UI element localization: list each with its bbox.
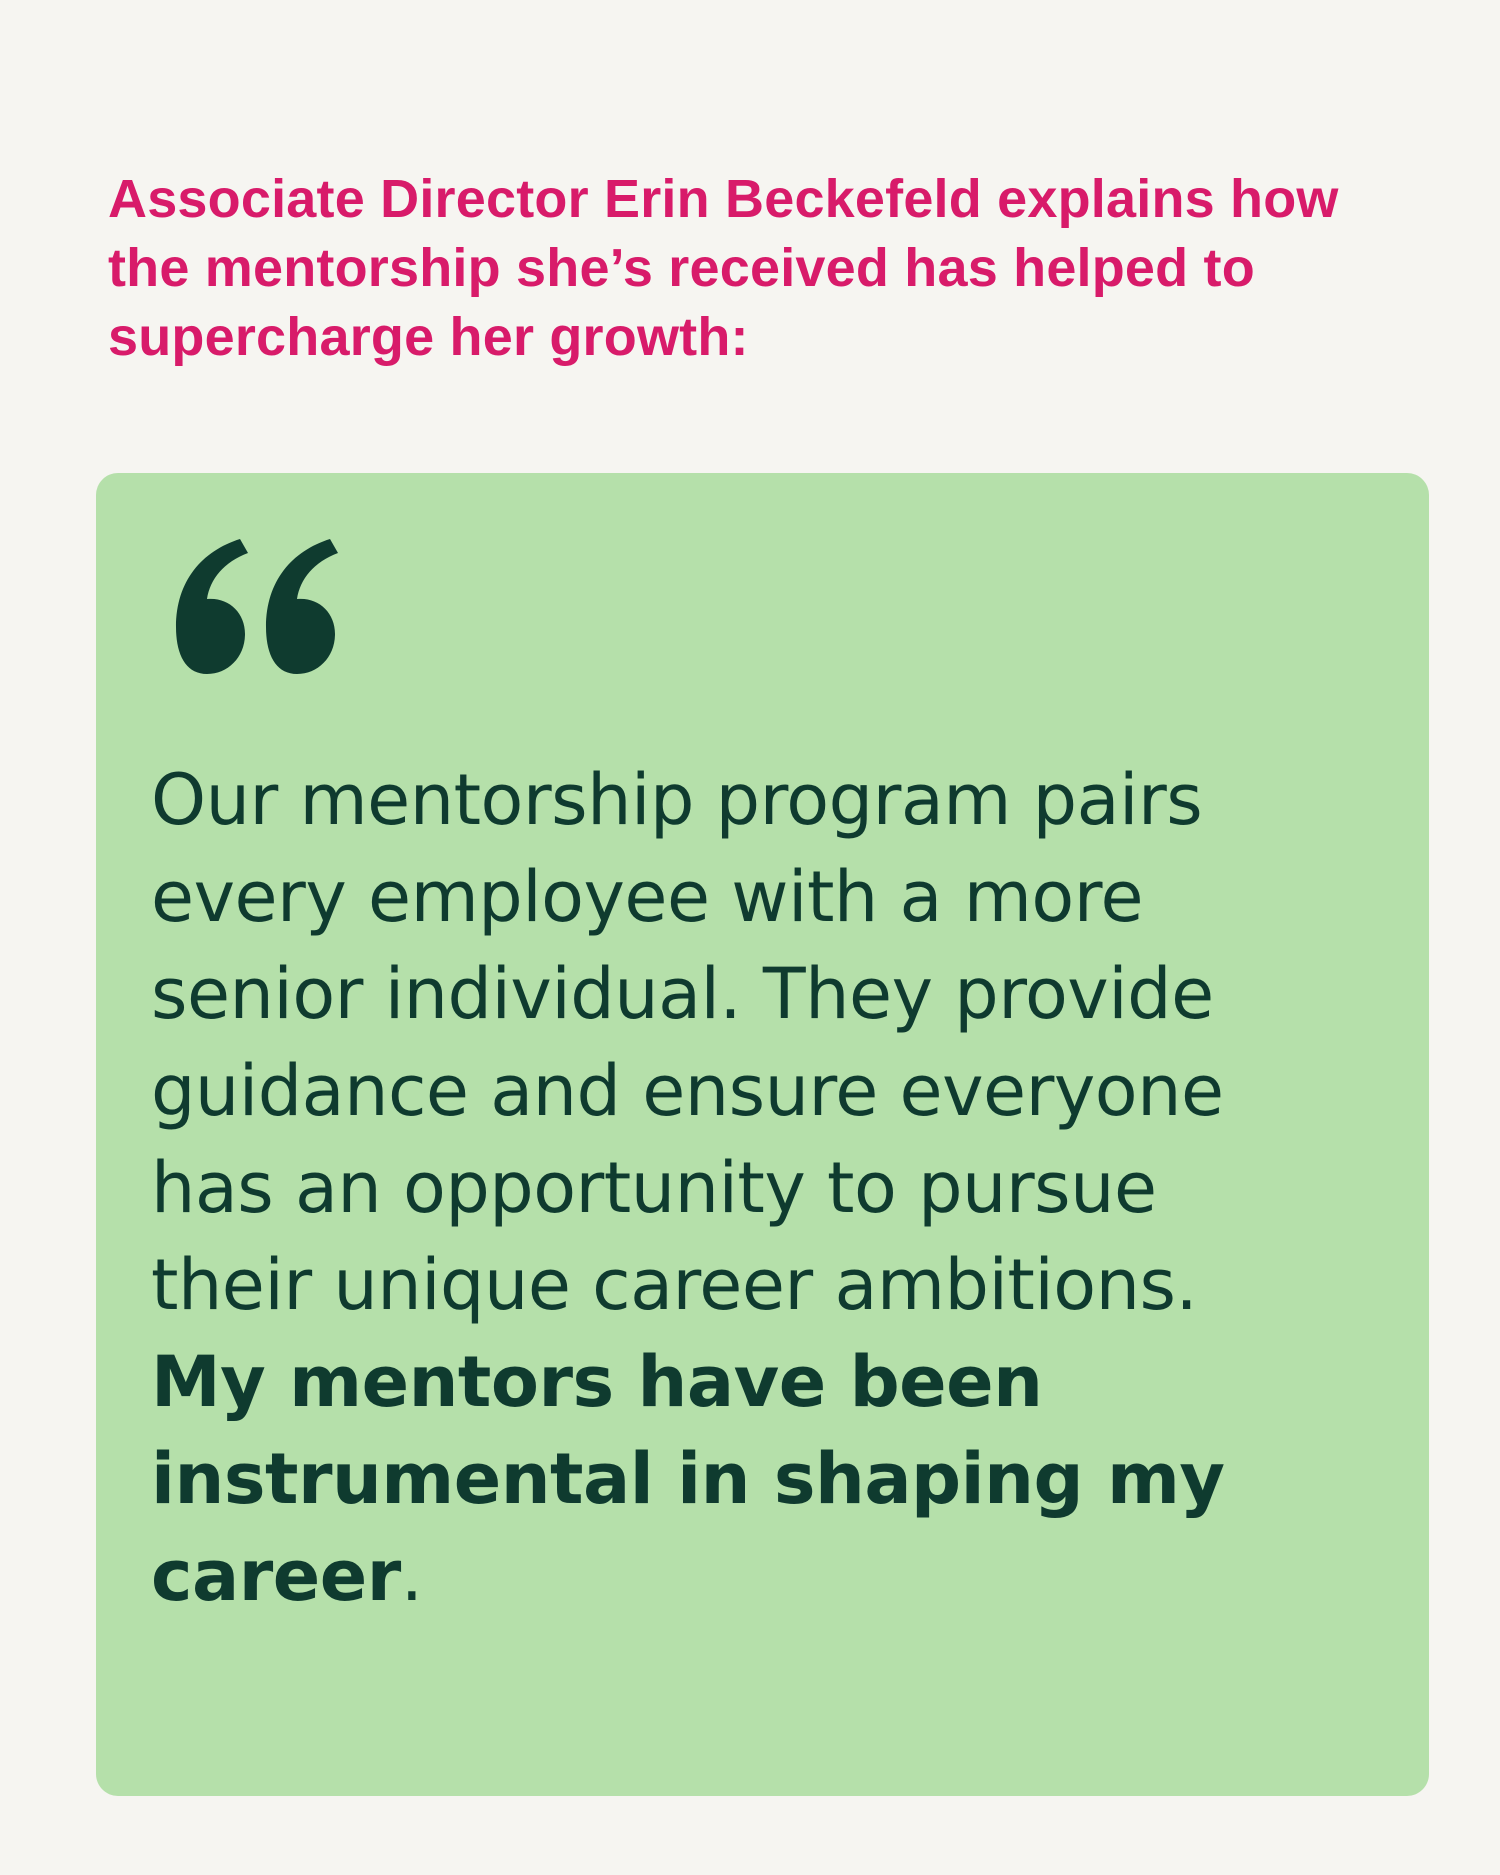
open-quote-icon [162, 531, 352, 681]
quote-ending: . [400, 1535, 423, 1617]
quote-text [151, 752, 1321, 1625]
quote-highlight: My mentors have been instrumental in shaping my career [151, 1341, 1225, 1617]
intro-heading: Associate Director Erin Beckefeld explains how the mentorship she’s received has helped to supercharge her growth: [108, 169, 1339, 367]
quote-body: Our mentorship program pairs every employee with a more senior individual. They provide guidance and ensure everyone has an opportunity to pursue their unique career ambitions. [151, 759, 1224, 1326]
